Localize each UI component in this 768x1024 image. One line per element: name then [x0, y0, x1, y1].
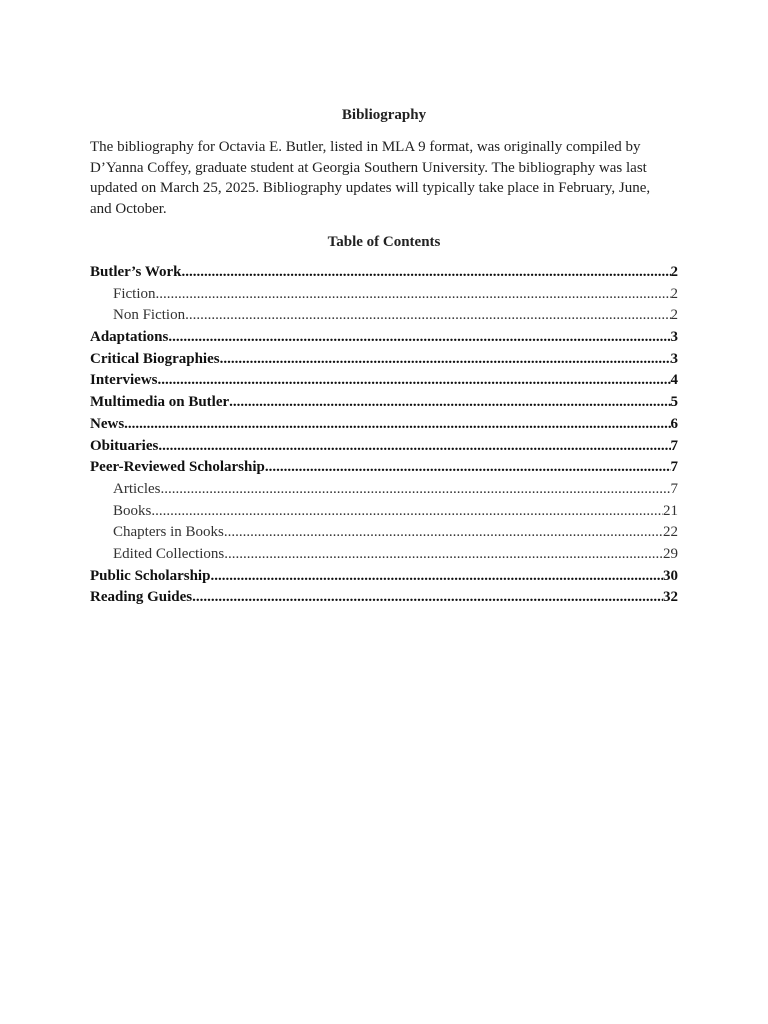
toc-entry-obituaries[interactable] [90, 436, 678, 458]
toc-entry-label: Books [113, 502, 152, 519]
toc-entry-page: 7 [670, 459, 678, 476]
toc-leader-dots [185, 305, 670, 327]
toc-leader-dots [158, 436, 670, 458]
toc-leader-dots [192, 587, 663, 609]
page-title: Bibliography [341, 107, 427, 123]
toc-entry-label: Multimedia on Butler [90, 394, 230, 411]
toc-entry-label: Interviews [90, 372, 158, 389]
toc-entry-page: 29 [663, 545, 678, 562]
toc-entry-reading-guides[interactable] [90, 587, 678, 609]
toc-leader-dots [224, 544, 663, 566]
toc-entry-page: 7 [670, 480, 678, 497]
toc-entry-label: Chapters in Books [113, 524, 224, 541]
toc-entry-label: News [90, 415, 125, 432]
toc-entry-page: 2 [670, 264, 678, 280]
toc-entry-page: 30 [663, 567, 678, 584]
toc-entry-public-scholarship[interactable] [90, 566, 678, 588]
toc-entry-page: 5 [670, 394, 678, 411]
toc-entry-label: Peer-Reviewed Scholarship [90, 459, 265, 476]
toc-entry-label: Public Scholarship [90, 567, 211, 584]
toc-entry-page: 3 [670, 329, 678, 346]
toc-entry-label: Reading Guides [90, 589, 193, 606]
toc-leader-dots [220, 349, 671, 371]
toc-leader-dots [210, 566, 663, 588]
toc-leader-dots [156, 284, 671, 306]
toc-entry-page: 7 [670, 437, 678, 454]
toc-entry-fiction[interactable] [90, 284, 678, 306]
toc-leader-dots [224, 522, 663, 544]
toc-entry-non-fiction[interactable] [90, 305, 678, 327]
toc-entry-butlers-work[interactable] [90, 262, 678, 284]
toc-entry-page: 3 [670, 350, 678, 367]
toc-entry-label: Edited Collections [113, 545, 225, 562]
toc-entry-news[interactable] [90, 414, 678, 436]
toc-entry-books[interactable] [90, 501, 678, 523]
toc-entry-interviews[interactable] [90, 370, 678, 392]
toc-entry-label: Obituaries [90, 437, 159, 454]
toc-entry-page: 6 [670, 415, 678, 432]
toc-leader-dots [160, 479, 670, 501]
table-of-contents [90, 262, 678, 609]
toc-entry-peer-reviewed-scholarship[interactable] [90, 457, 678, 479]
toc-entry-label: Critical Biographies [90, 350, 220, 367]
toc-leader-dots [229, 392, 670, 414]
toc-entry-page: 22 [663, 524, 678, 541]
toc-leader-dots [124, 414, 670, 436]
toc-entry-page: 21 [663, 502, 678, 519]
toc-entry-label: Butler’s Work [90, 264, 182, 280]
toc-entry-adaptations[interactable] [90, 327, 678, 349]
toc-entry-multimedia-on-butler[interactable] [90, 392, 678, 414]
toc-leader-dots [151, 501, 663, 523]
toc-entry-label: Articles [113, 480, 161, 497]
toc-entry-label: Fiction [113, 285, 156, 302]
toc-entry-label: Adaptations [90, 329, 169, 346]
toc-entry-page: 32 [663, 589, 678, 606]
toc-leader-dots [168, 327, 670, 349]
toc-leader-dots [265, 457, 671, 479]
document-page [90, 104, 678, 609]
toc-entry-edited-collections[interactable] [90, 544, 678, 566]
intro-paragraph: The bibliography for Octavia E. Butler, listed in MLA 9 format, was originally compiled by D’Yanna Coffey, graduate student at Georgia Southern University. The bibliography was last updated on March 25, 2025. Bibliography updates will typically take place in February, June, and October. [90, 139, 651, 217]
toc-entry-articles[interactable] [90, 479, 678, 501]
toc-leader-dots [182, 262, 671, 284]
toc-leader-dots [158, 370, 671, 392]
toc-title: Table of Contents [327, 234, 441, 250]
toc-entry-label: Non Fiction [113, 307, 186, 324]
toc-entry-page: 4 [670, 372, 678, 389]
toc-entry-page: 2 [670, 307, 678, 324]
toc-entry-page: 2 [670, 285, 678, 302]
toc-entry-critical-biographies[interactable] [90, 349, 678, 371]
toc-entry-chapters-in-books[interactable] [90, 522, 678, 544]
